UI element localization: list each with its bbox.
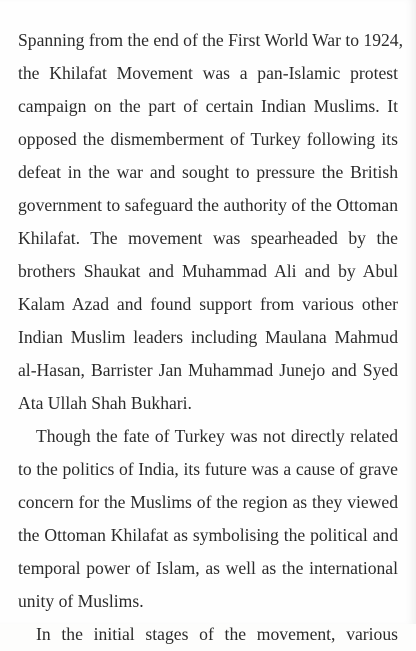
text-line: defeat in the war and sought to pressure the British xyxy=(18,162,398,182)
text-line: unity of Muslims. xyxy=(18,591,144,611)
text-line: temporal power of Islam, as well as the international xyxy=(18,558,398,578)
text-line: brothers Shaukat and Muhammad Ali and by Abul xyxy=(18,261,398,281)
text-line: to the politics of India, its future was a cause of grave xyxy=(18,459,398,479)
text-line: Indian Muslim leaders including Maulana Mahmud xyxy=(18,327,398,347)
text-line: Ata Ullah Shah Bukhari. xyxy=(18,393,192,413)
body-text xyxy=(18,24,403,651)
text-line: Kalam Azad and found support from various other xyxy=(18,294,398,314)
text-line: Spanning from the end of the First World War to 1924, xyxy=(18,30,403,50)
text-line: the Ottoman Khilafat as symbolising the political and xyxy=(18,525,398,545)
text-line: concern for the Muslims of the region as they viewed xyxy=(18,492,398,512)
text-line: the Khilafat Movement was a pan-Islamic protest xyxy=(18,63,398,83)
text-line: Though the fate of Turkey was not directly related xyxy=(36,426,398,446)
text-line: government to safeguard the authority of the Ottoman xyxy=(18,195,398,215)
text-line: In the initial stages of the movement, various xyxy=(36,624,398,644)
text-line: al-Hasan, Barrister Jan Muhammad Junejo and Syed xyxy=(18,360,398,380)
text-line: campaign on the part of certain Indian Muslims. It xyxy=(18,96,398,116)
text-line: opposed the dismemberment of Turkey following its xyxy=(18,129,398,149)
text-line: Khilafat. The movement was spearheaded by the xyxy=(18,228,398,248)
